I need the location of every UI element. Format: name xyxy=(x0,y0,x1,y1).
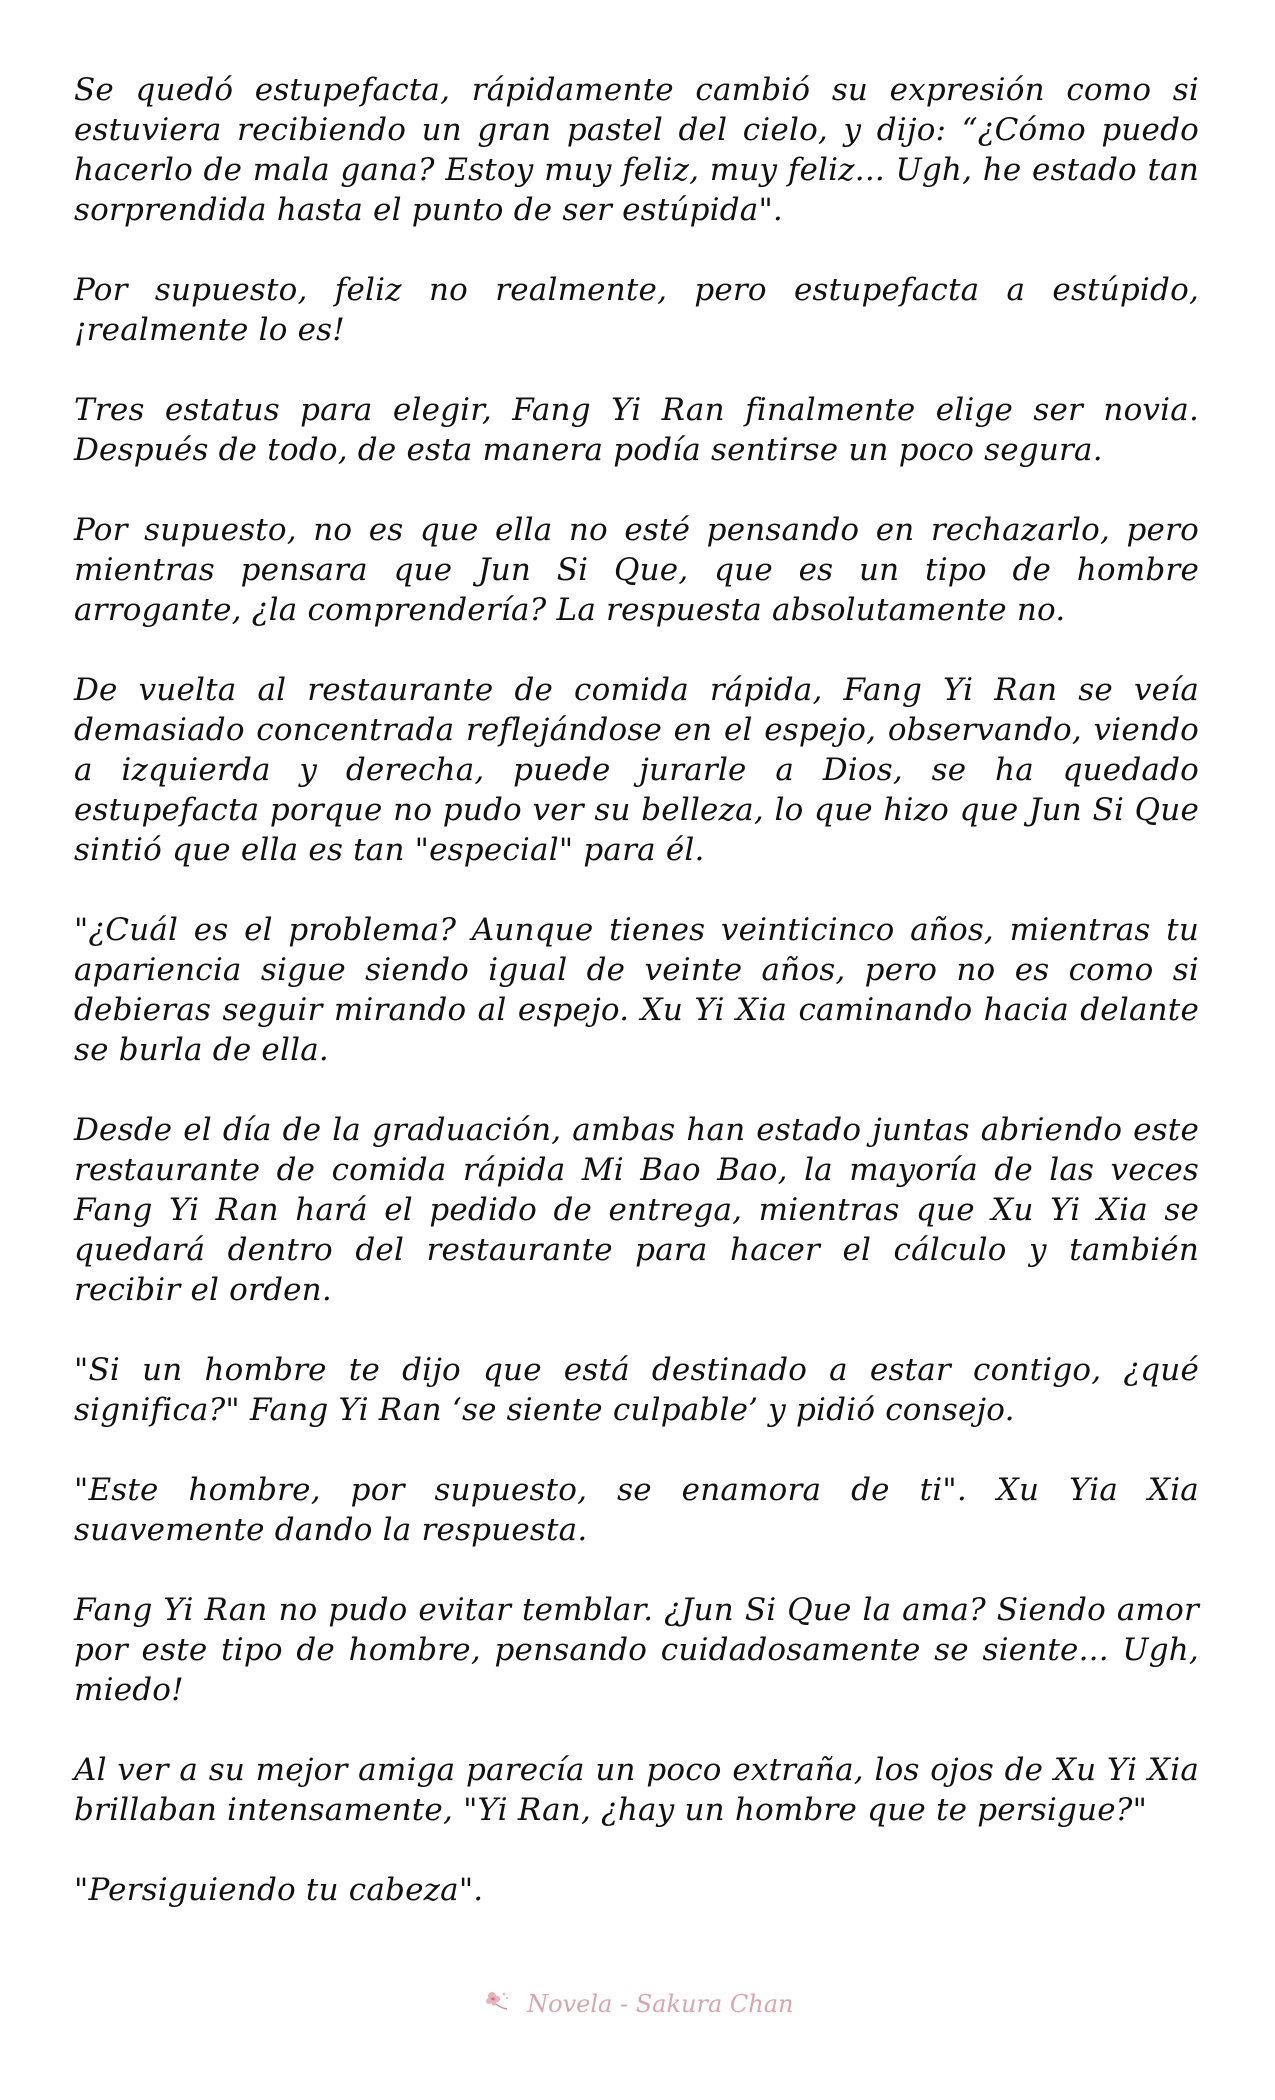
paragraph: Al ver a su mejor amiga parecía un poco extraña, los ojos de Xu Yi Xia brillaban intensamente, "Yi Ran, ¿hay un hombre que te persigue?" xyxy=(74,1752,1199,1828)
document-body xyxy=(74,70,1199,1950)
paragraph: "Persiguiendo tu cabeza". xyxy=(74,1872,484,1908)
paragraph: Por supuesto, no es que ella no esté pensando en rechazarlo, pero mientras pensara que Jun Si Que, que es un tipo de hombre arrogante, ¿la comprendería? La respuesta absolutamente no. xyxy=(74,512,1199,628)
paragraph: "¿Cuál es el problema? Aunque tienes veinticinco años, mientras tu apariencia sigue siendo igual de veinte años, pero no es como si debieras seguir mirando al espejo. Xu Yi Xia caminando hacia delante se burla de ella. xyxy=(74,912,1199,1068)
paragraph: Tres estatus para elegir, Fang Yi Ran finalmente elige ser novia. Después de todo, de esta manera podía sentirse un poco segura. xyxy=(74,392,1199,468)
watermark-footer xyxy=(0,1988,1275,2020)
sakura-flower-icon xyxy=(482,1988,512,2020)
paragraph: Se quedó estupefacta, rápidamente cambió su expresión como si estuviera recibiendo un gran pastel del cielo, y dijo: “¿Cómo puedo hacerlo de mala gana? Estoy muy feliz, muy feliz... Ugh, he estado tan sorprendida hasta el punto de ser estúpida". xyxy=(74,72,1199,228)
paragraph: De vuelta al restaurante de comida rápida, Fang Yi Ran se veía demasiado concentrada reflejándose en el espejo, observando, viendo a izquierda y derecha, puede jurarle a Dios, se ha quedado estupefacta porque no pudo ver su belleza, lo que hizo que Jun Si Que sintió que ella es tan "especial" para él. xyxy=(74,672,1199,868)
paragraph: Fang Yi Ran no pudo evitar temblar. ¿Jun Si Que la ama? Siendo amor por este tipo de hombre, pensando cuidadosamente se siente... Ugh, miedo! xyxy=(74,1592,1199,1708)
paragraph: Por supuesto, feliz no realmente, pero estupefacta a estúpido, ¡realmente lo es! xyxy=(74,272,1199,348)
paragraph: "Si un hombre te dijo que está destinado a estar contigo, ¿qué significa?" Fang Yi Ran ‘se siente culpable’ y pidió consejo. xyxy=(74,1352,1199,1428)
watermark-label: Novela - Sakura Chan xyxy=(527,1990,794,2018)
paragraph: Desde el día de la graduación, ambas han estado juntas abriendo este restaurante de comida rápida Mi Bao Bao, la mayoría de las veces Fang Yi Ran hará el pedido de entrega, mientras que Xu Yi Xia se quedará dentro del restaurante para hacer el cálculo y también recibir el orden. xyxy=(74,1112,1199,1308)
paragraph: "Este hombre, por supuesto, se enamora de ti". Xu Yia Xia suavemente dando la respuesta. xyxy=(74,1472,1199,1548)
